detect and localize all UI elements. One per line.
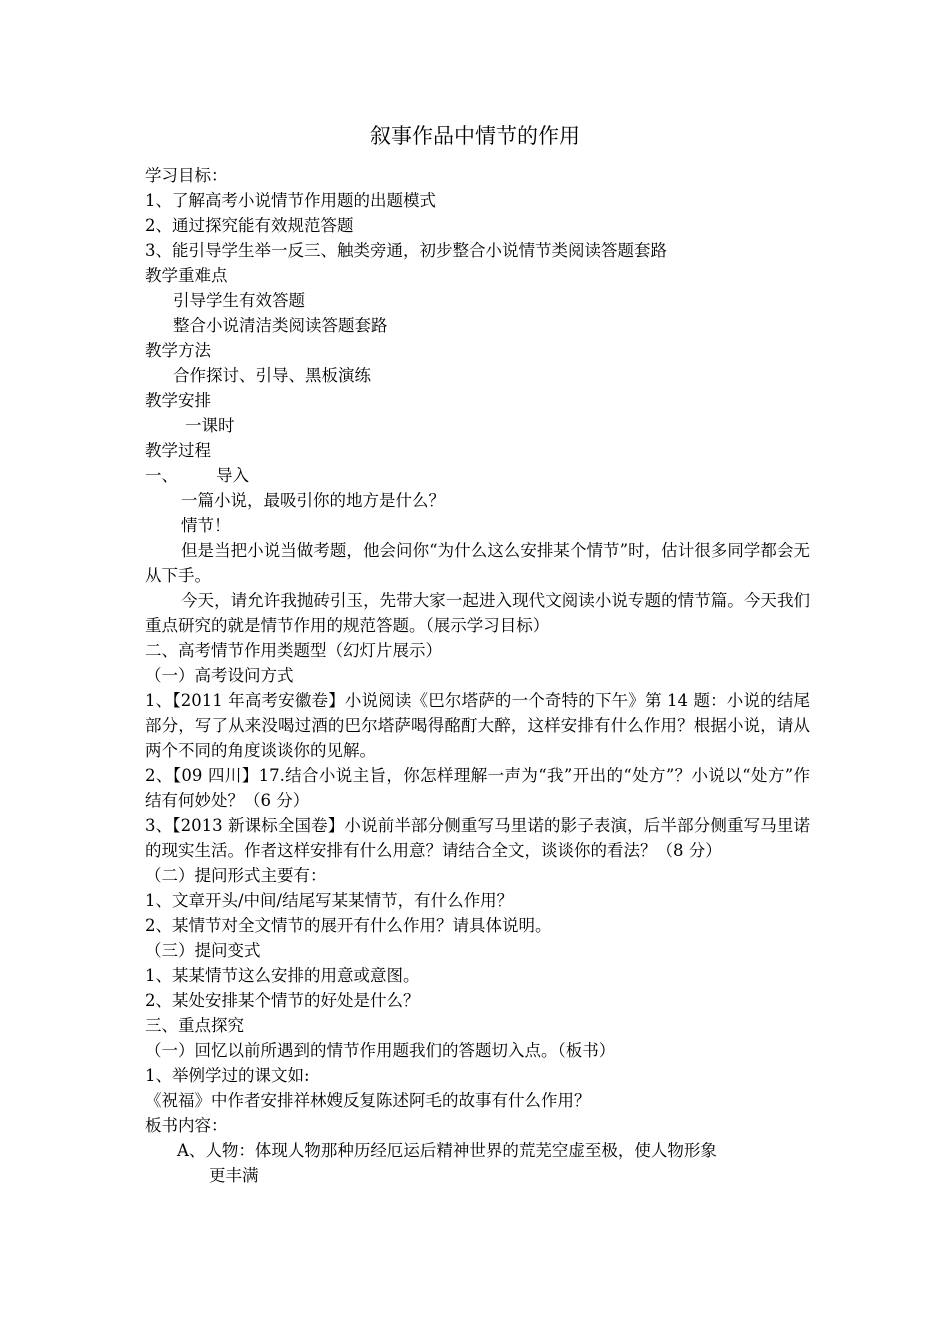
difficulty-item-2: 整合小说清洁类阅读答题套路 (173, 316, 388, 335)
section1-answer: 情节！ (181, 516, 231, 535)
question-form-2: 2、某情节对全文情节的展开有什么作用？请具体说明。 (145, 916, 552, 935)
question-form-1: 1、文章开头/中间/结尾写某某情节，有什么作用？ (145, 891, 514, 910)
section3-sub1: （一）回忆以前所遇到的情节作用题我们的答题切入点。（板书） (145, 1041, 616, 1060)
method-heading: 教学方法 (145, 341, 211, 360)
section1-question: 一篇小说，最吸引你的地方是什么？ (181, 491, 445, 510)
section2-sub1: （一）高考设问方式 (145, 666, 294, 685)
difficulty-heading: 教学重难点 (145, 266, 228, 285)
section1-heading (145, 463, 810, 488)
question-variant-2: 2、某处安排某个情节的好处是什么？ (145, 991, 420, 1010)
section1-paragraph-1: 但是当把小说当做考题，他会问你“为什么这么安排某个情节”时，估计很多同学都会无从下手。 (145, 541, 810, 585)
section2-heading: 二、高考情节作用类题型（幻灯片展示） (145, 641, 442, 660)
arrangement-heading: 教学安排 (145, 391, 211, 410)
method-text: 合作探讨、引导、黑板演练 (173, 366, 371, 385)
section2-sub3: （三）提问变式 (145, 941, 261, 960)
goals-heading: 学习目标： (145, 166, 228, 185)
question-variant-1: 1、某某情节这么安排的用意或意图。 (145, 966, 420, 985)
board-item-a (145, 1138, 810, 1163)
section1-label: 导入 (216, 466, 249, 485)
section3-heading: 三、重点探究 (145, 1016, 244, 1035)
goal-item-3: 3、能引导学生举一反三、触类旁通，初步整合小说情节类阅读答题套路 (145, 241, 667, 260)
section3-example: 1、举例学过的课文如: (145, 1066, 310, 1085)
process-heading: 教学过程 (145, 441, 211, 460)
section2-sub2: （二）提问形式主要有： (145, 866, 327, 885)
goal-item-2: 2、通过探究能有效规范答题 (145, 216, 354, 235)
arrangement-text: 一课时 (185, 416, 235, 435)
exam-question-3: 3、【2013 新课标全国卷】小说前半部分侧重写马里诺的影子表演，后半部分侧重写马里诺的现实生活。作者这样安排有什么用意？请结合全文，谈谈你的看法？（8 分） (145, 816, 810, 860)
exam-question-2: 2、【09 四川】17.结合小说主旨，你怎样理解一声为“我”开出的“处方”？小说以“处方”作结有何妙处？（6 分） (145, 766, 810, 810)
exam-question-1: 1、【2011 年高考安徽卷】小说阅读《巴尔塔萨的一个奇特的下午》第 14 题：小说的结尾部分，写了从来没喝过酒的巴尔塔萨喝得酩酊大醉，这样安排有什么作用？根据小说，请从两个不同的角度谈谈你的见解。 (145, 691, 810, 760)
section1-num: 一、 (145, 466, 178, 485)
difficulty-item-1: 引导学生有效答题 (173, 291, 305, 310)
section3-example-question: 《祝福》中作者安排祥林嫂反复陈述阿毛的故事有什么作用？ (145, 1091, 591, 1110)
page-title: 叙事作品中情节的作用 (370, 124, 580, 148)
board-item-a-continuation: 更丰满 (209, 1166, 259, 1185)
board-content-label: 板书内容： (145, 1116, 228, 1135)
board-item-a-label: A、 (177, 1141, 206, 1160)
section1-paragraph-2: 今天，请允许我抛砖引玉，先带大家一起进入现代文阅读小说专题的情节篇。今天我们重点研究的就是情节作用的规范答题。（展示学习目标） (145, 591, 810, 635)
goal-item-1: 1、了解高考小说情节作用题的出题模式 (145, 191, 436, 210)
board-item-a-text: 人物：体现人物那种历经厄运后精神世界的荒芜空虚至极，使人物形象 (205, 1141, 717, 1160)
document-body (145, 163, 810, 1188)
